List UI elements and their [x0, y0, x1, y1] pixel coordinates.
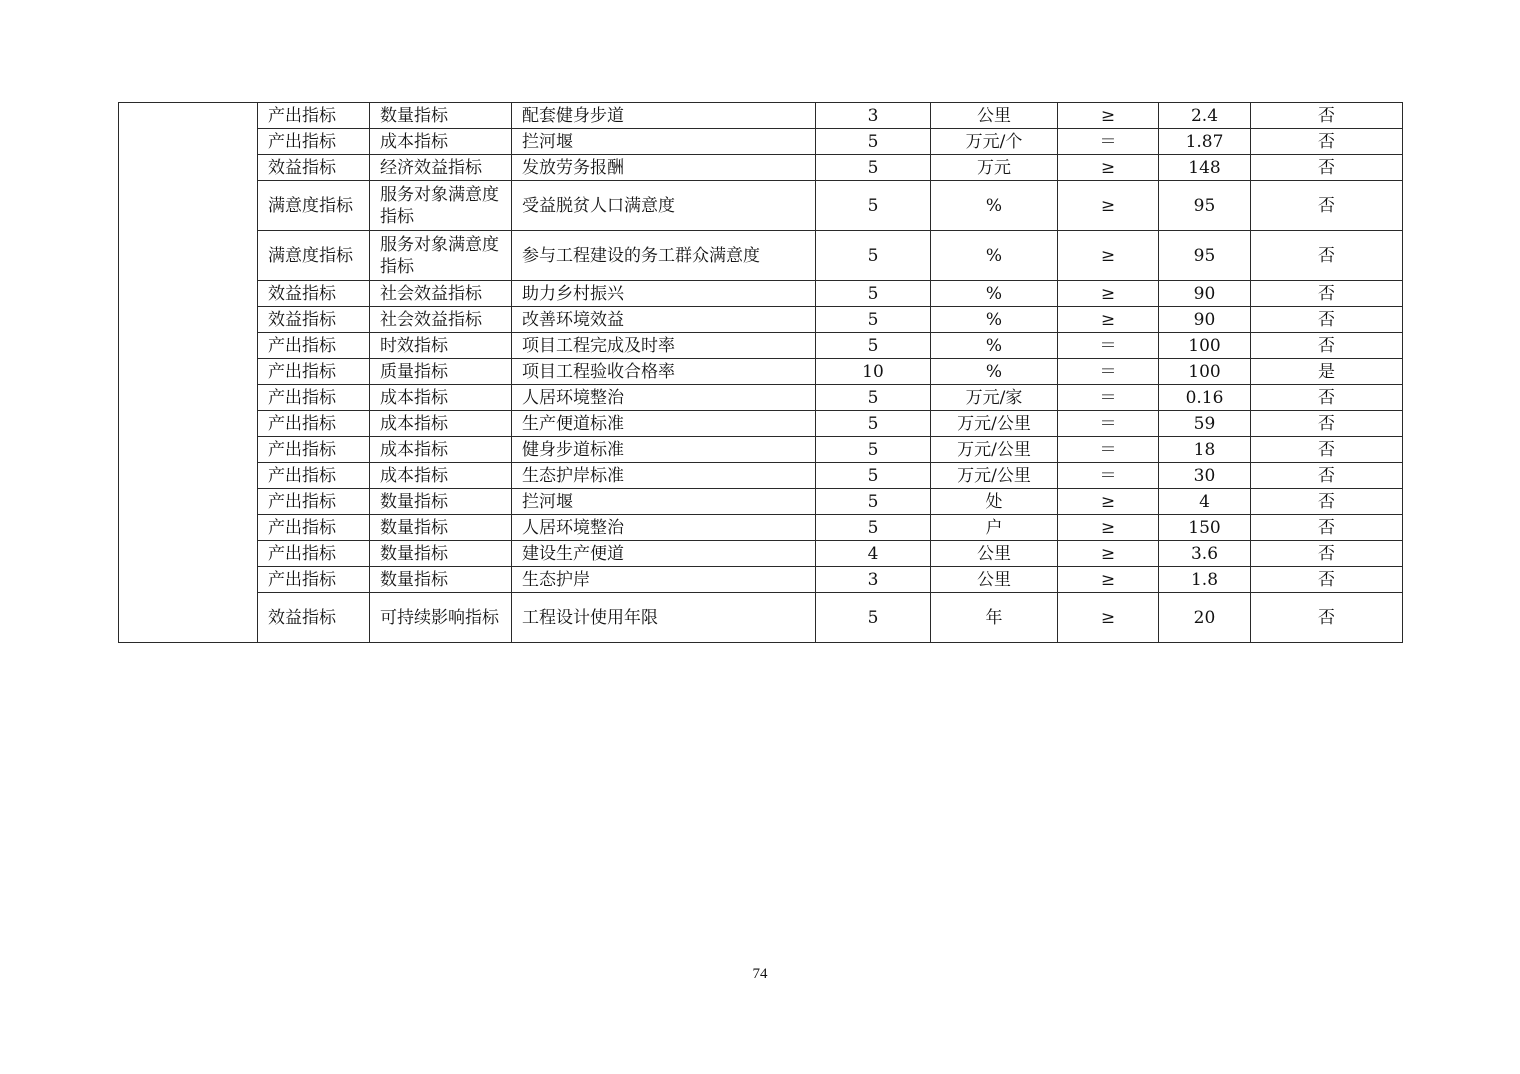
- level2-indicator-cell: 经济效益指标: [370, 155, 512, 181]
- operator-cell: ＝: [1058, 333, 1159, 359]
- weight-cell: 5: [816, 411, 931, 437]
- weight-cell: 5: [816, 307, 931, 333]
- core-indicator-cell: 否: [1251, 411, 1403, 437]
- unit-cell: %: [931, 307, 1058, 333]
- unit-cell: 万元/家: [931, 385, 1058, 411]
- table-row: [119, 567, 1403, 593]
- target-value-cell: 90: [1159, 307, 1251, 333]
- weight-cell: 5: [816, 281, 931, 307]
- indicator-table-body: [119, 103, 1403, 643]
- unit-cell: %: [931, 281, 1058, 307]
- operator-cell: ≥: [1058, 541, 1159, 567]
- unit-cell: 万元/公里: [931, 463, 1058, 489]
- level1-indicator-cell: 满意度指标: [258, 181, 370, 231]
- indicator-name-cell: 人居环境整治: [512, 385, 816, 411]
- table-row: [119, 385, 1403, 411]
- operator-cell: ≥: [1058, 489, 1159, 515]
- operator-cell: ≥: [1058, 307, 1159, 333]
- weight-cell: 5: [816, 437, 931, 463]
- level1-indicator-cell: 产出指标: [258, 489, 370, 515]
- core-indicator-cell: 否: [1251, 593, 1403, 643]
- indicator-name-cell: 生态护岸: [512, 567, 816, 593]
- core-indicator-cell: 否: [1251, 307, 1403, 333]
- operator-cell: ＝: [1058, 411, 1159, 437]
- weight-cell: 5: [816, 333, 931, 359]
- table-row: [119, 333, 1403, 359]
- core-indicator-cell: 否: [1251, 281, 1403, 307]
- indicator-name-cell: 人居环境整治: [512, 515, 816, 541]
- target-value-cell: 18: [1159, 437, 1251, 463]
- weight-cell: 3: [816, 567, 931, 593]
- target-value-cell: 100: [1159, 359, 1251, 385]
- core-indicator-cell: 否: [1251, 333, 1403, 359]
- operator-cell: ≥: [1058, 181, 1159, 231]
- project-group-cell: [119, 103, 258, 643]
- operator-cell: ＝: [1058, 359, 1159, 385]
- core-indicator-cell: 否: [1251, 541, 1403, 567]
- table-row: [119, 103, 1403, 129]
- target-value-cell: 20: [1159, 593, 1251, 643]
- indicator-name-cell: 参与工程建设的务工群众满意度: [512, 231, 816, 281]
- table-row: [119, 307, 1403, 333]
- unit-cell: 公里: [931, 541, 1058, 567]
- target-value-cell: 100: [1159, 333, 1251, 359]
- target-value-cell: 1.8: [1159, 567, 1251, 593]
- target-value-cell: 59: [1159, 411, 1251, 437]
- core-indicator-cell: 否: [1251, 567, 1403, 593]
- indicator-name-cell: 改善环境效益: [512, 307, 816, 333]
- level2-indicator-cell: 成本指标: [370, 463, 512, 489]
- level1-indicator-cell: 产出指标: [258, 103, 370, 129]
- indicator-name-cell: 生产便道标准: [512, 411, 816, 437]
- level1-indicator-cell: 产出指标: [258, 385, 370, 411]
- table-row: [119, 541, 1403, 567]
- core-indicator-cell: 否: [1251, 181, 1403, 231]
- operator-cell: ＝: [1058, 385, 1159, 411]
- level2-indicator-cell: 数量指标: [370, 541, 512, 567]
- indicator-name-cell: 发放劳务报酬: [512, 155, 816, 181]
- operator-cell: ≥: [1058, 567, 1159, 593]
- table-row: [119, 155, 1403, 181]
- indicator-name-cell: 项目工程验收合格率: [512, 359, 816, 385]
- indicator-name-cell: 拦河堰: [512, 489, 816, 515]
- level2-indicator-cell: 质量指标: [370, 359, 512, 385]
- target-value-cell: 0.16: [1159, 385, 1251, 411]
- unit-cell: 万元/个: [931, 129, 1058, 155]
- weight-cell: 5: [816, 231, 931, 281]
- table-row: [119, 463, 1403, 489]
- unit-cell: 户: [931, 515, 1058, 541]
- unit-cell: %: [931, 231, 1058, 281]
- unit-cell: 万元: [931, 155, 1058, 181]
- core-indicator-cell: 否: [1251, 103, 1403, 129]
- weight-cell: 5: [816, 181, 931, 231]
- unit-cell: 年: [931, 593, 1058, 643]
- table-row: [119, 411, 1403, 437]
- core-indicator-cell: 否: [1251, 385, 1403, 411]
- weight-cell: 5: [816, 515, 931, 541]
- target-value-cell: 95: [1159, 181, 1251, 231]
- indicator-name-cell: 健身步道标准: [512, 437, 816, 463]
- indicator-name-cell: 配套健身步道: [512, 103, 816, 129]
- level1-indicator-cell: 满意度指标: [258, 231, 370, 281]
- indicator-name-cell: 工程设计使用年限: [512, 593, 816, 643]
- table-row: [119, 437, 1403, 463]
- table-row: [119, 489, 1403, 515]
- level2-indicator-cell: 数量指标: [370, 489, 512, 515]
- level1-indicator-cell: 产出指标: [258, 333, 370, 359]
- indicator-name-cell: 受益脱贫人口满意度: [512, 181, 816, 231]
- table-row: [119, 129, 1403, 155]
- target-value-cell: 148: [1159, 155, 1251, 181]
- weight-cell: 5: [816, 489, 931, 515]
- indicator-name-cell: 助力乡村振兴: [512, 281, 816, 307]
- table-row: [119, 515, 1403, 541]
- page-number: 74: [752, 966, 768, 982]
- level2-indicator-cell: 成本指标: [370, 129, 512, 155]
- target-value-cell: 4: [1159, 489, 1251, 515]
- level1-indicator-cell: 产出指标: [258, 515, 370, 541]
- weight-cell: 5: [816, 129, 931, 155]
- level2-indicator-cell: 数量指标: [370, 515, 512, 541]
- level1-indicator-cell: 产出指标: [258, 411, 370, 437]
- weight-cell: 10: [816, 359, 931, 385]
- operator-cell: ＝: [1058, 463, 1159, 489]
- weight-cell: 4: [816, 541, 931, 567]
- operator-cell: ≥: [1058, 103, 1159, 129]
- unit-cell: 公里: [931, 103, 1058, 129]
- level2-indicator-cell: 社会效益指标: [370, 281, 512, 307]
- indicator-name-cell: 生态护岸标准: [512, 463, 816, 489]
- level1-indicator-cell: 产出指标: [258, 359, 370, 385]
- operator-cell: ＝: [1058, 437, 1159, 463]
- level1-indicator-cell: 产出指标: [258, 541, 370, 567]
- table-row: [119, 359, 1403, 385]
- core-indicator-cell: 否: [1251, 155, 1403, 181]
- weight-cell: 3: [816, 103, 931, 129]
- unit-cell: 万元/公里: [931, 411, 1058, 437]
- unit-cell: 公里: [931, 567, 1058, 593]
- weight-cell: 5: [816, 155, 931, 181]
- level2-indicator-cell: 数量指标: [370, 567, 512, 593]
- level2-indicator-cell: 可持续影响指标: [370, 593, 512, 643]
- unit-cell: %: [931, 333, 1058, 359]
- unit-cell: %: [931, 359, 1058, 385]
- unit-cell: 万元/公里: [931, 437, 1058, 463]
- target-value-cell: 1.87: [1159, 129, 1251, 155]
- target-value-cell: 30: [1159, 463, 1251, 489]
- core-indicator-cell: 否: [1251, 129, 1403, 155]
- core-indicator-cell: 否: [1251, 231, 1403, 281]
- level2-indicator-cell: 服务对象满意度指标: [370, 231, 512, 281]
- target-value-cell: 150: [1159, 515, 1251, 541]
- core-indicator-cell: 否: [1251, 489, 1403, 515]
- core-indicator-cell: 是: [1251, 359, 1403, 385]
- target-value-cell: 3.6: [1159, 541, 1251, 567]
- level2-indicator-cell: 社会效益指标: [370, 307, 512, 333]
- indicator-name-cell: 建设生产便道: [512, 541, 816, 567]
- level1-indicator-cell: 产出指标: [258, 129, 370, 155]
- indicator-table: [118, 102, 1403, 643]
- table-row: [119, 181, 1403, 231]
- operator-cell: ≥: [1058, 515, 1159, 541]
- level2-indicator-cell: 成本指标: [370, 437, 512, 463]
- level1-indicator-cell: 效益指标: [258, 281, 370, 307]
- level1-indicator-cell: 产出指标: [258, 463, 370, 489]
- core-indicator-cell: 否: [1251, 515, 1403, 541]
- level1-indicator-cell: 效益指标: [258, 593, 370, 643]
- indicator-name-cell: 拦河堰: [512, 129, 816, 155]
- level1-indicator-cell: 效益指标: [258, 155, 370, 181]
- operator-cell: ≥: [1058, 231, 1159, 281]
- operator-cell: ＝: [1058, 129, 1159, 155]
- operator-cell: ≥: [1058, 155, 1159, 181]
- core-indicator-cell: 否: [1251, 463, 1403, 489]
- level1-indicator-cell: 产出指标: [258, 567, 370, 593]
- level1-indicator-cell: 效益指标: [258, 307, 370, 333]
- indicator-name-cell: 项目工程完成及时率: [512, 333, 816, 359]
- level1-indicator-cell: 产出指标: [258, 437, 370, 463]
- operator-cell: ≥: [1058, 281, 1159, 307]
- operator-cell: ≥: [1058, 593, 1159, 643]
- target-value-cell: 90: [1159, 281, 1251, 307]
- target-value-cell: 95: [1159, 231, 1251, 281]
- table-row: [119, 593, 1403, 643]
- unit-cell: %: [931, 181, 1058, 231]
- unit-cell: 处: [931, 489, 1058, 515]
- table-row: [119, 281, 1403, 307]
- weight-cell: 5: [816, 385, 931, 411]
- level2-indicator-cell: 成本指标: [370, 411, 512, 437]
- level2-indicator-cell: 服务对象满意度指标: [370, 181, 512, 231]
- level2-indicator-cell: 成本指标: [370, 385, 512, 411]
- level2-indicator-cell: 时效指标: [370, 333, 512, 359]
- target-value-cell: 2.4: [1159, 103, 1251, 129]
- weight-cell: 5: [816, 593, 931, 643]
- level2-indicator-cell: 数量指标: [370, 103, 512, 129]
- weight-cell: 5: [816, 463, 931, 489]
- core-indicator-cell: 否: [1251, 437, 1403, 463]
- table-row: [119, 231, 1403, 281]
